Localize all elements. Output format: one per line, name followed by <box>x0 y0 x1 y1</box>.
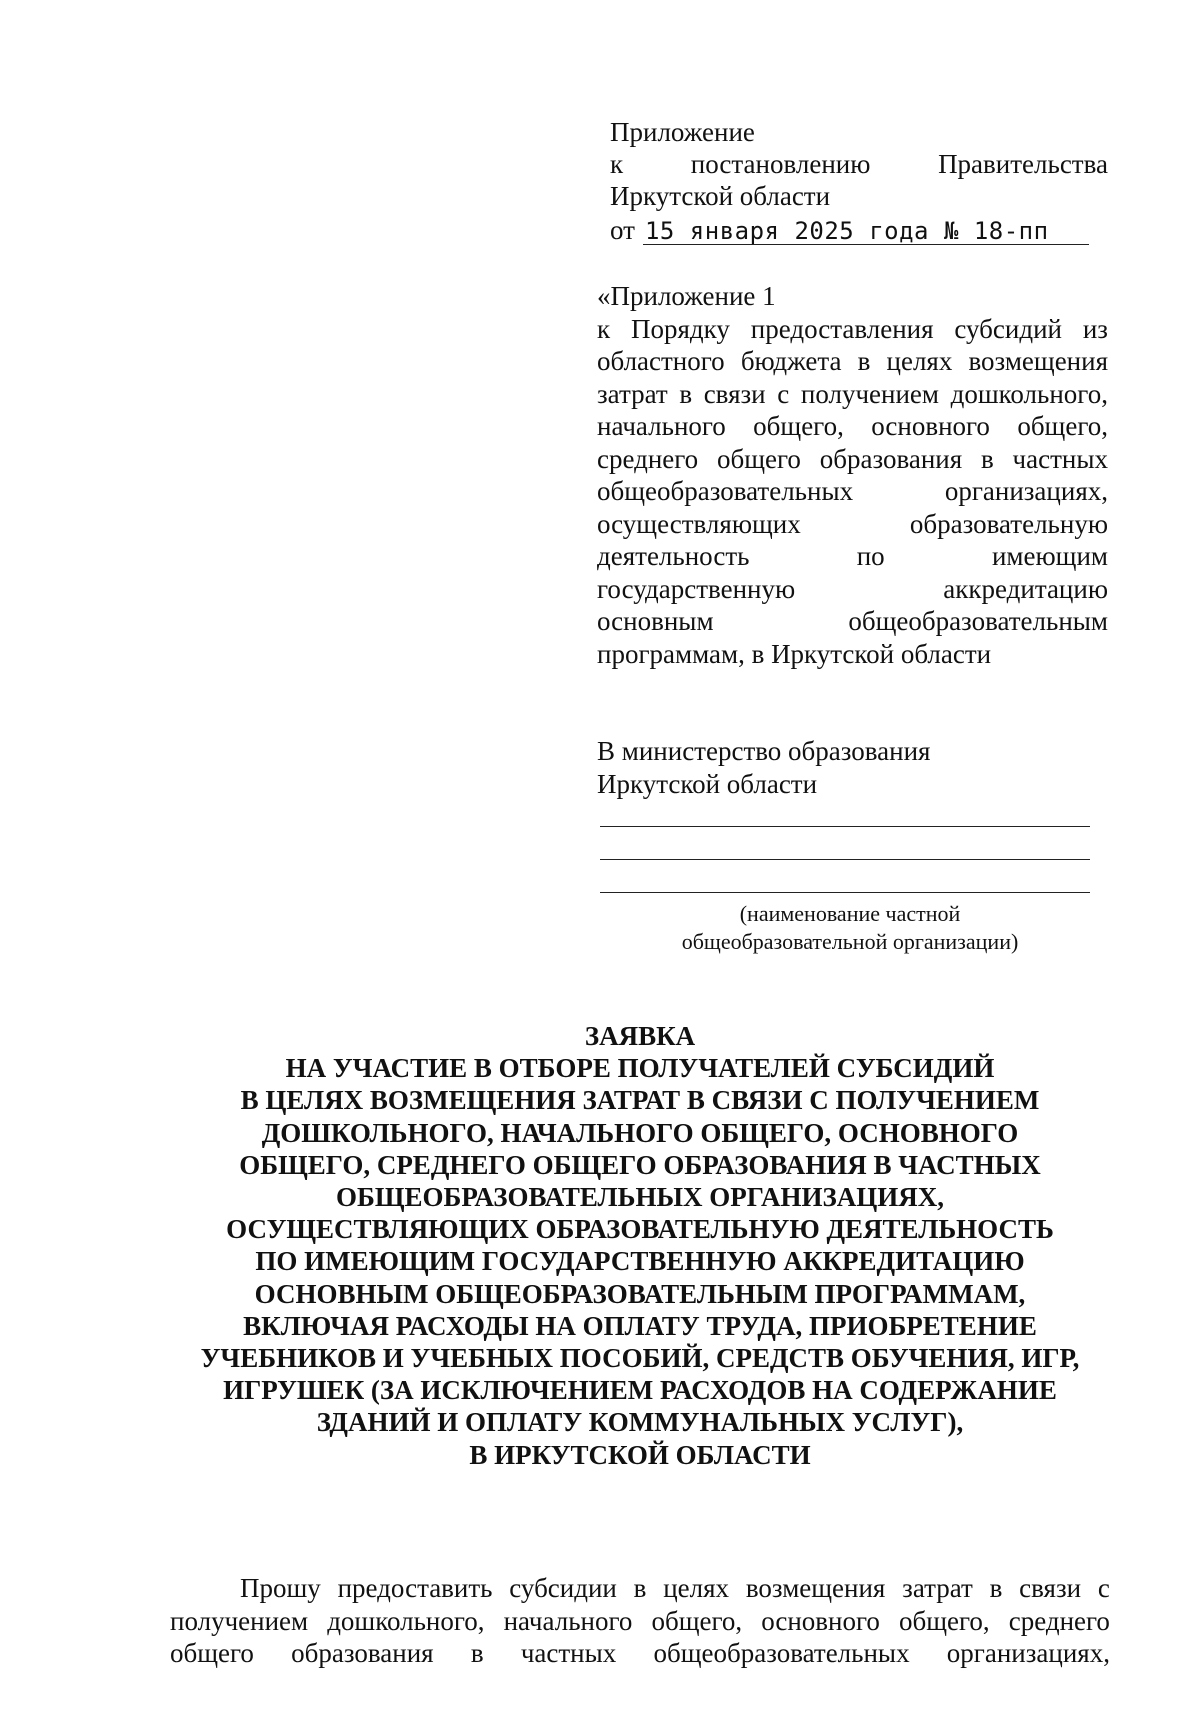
body-word: общего, <box>899 1605 990 1636</box>
appendix-word: бюджета <box>740 346 842 376</box>
body-word: затрат <box>902 1573 973 1603</box>
appendix-word: областного <box>597 346 725 376</box>
appendix-word: образовательную <box>909 508 1108 539</box>
appendix-line <box>597 540 1108 573</box>
title-line: ИГРУШЕК (ЗА ИСКЛЮЧЕНИЕМ РАСХОДОВ НА СОДЕРЖАНИЕ <box>223 1375 1057 1406</box>
appendix-line <box>597 573 1108 606</box>
header-region: Иркутской области <box>610 181 831 211</box>
title-heading: ЗАЯВКА <box>584 1021 696 1051</box>
title-line: В ЦЕЛЯХ ВОЗМЕЩЕНИЯ ЗАТРАТ В СВЯЗИ С ПОЛУЧЕНИЕМ <box>240 1085 1040 1116</box>
appendix-word: общего, <box>1017 411 1108 441</box>
appendix-word: к <box>597 313 611 344</box>
appendix-word: получением <box>800 378 939 409</box>
appendix-word: связи <box>703 378 766 409</box>
appendix-word: деятельность <box>597 541 750 571</box>
body-word: в <box>989 1573 1003 1603</box>
addressee <box>597 735 1097 800</box>
appendix-word: частных <box>1012 443 1108 474</box>
body-word: предоставить <box>337 1573 493 1603</box>
addressee-region: Иркутской области <box>597 768 818 799</box>
body-word: целях <box>663 1573 730 1603</box>
appendix-line <box>597 345 1108 378</box>
body-word: среднего <box>1008 1605 1110 1636</box>
body-word: общего, <box>651 1605 743 1636</box>
appendix-line <box>597 410 1108 443</box>
appendix-word: образования <box>819 443 963 474</box>
body-word: в <box>633 1573 647 1603</box>
body-line <box>170 1605 1110 1638</box>
appendix-line <box>597 508 1108 541</box>
appendix-word: Порядку <box>631 313 730 344</box>
appendix-title: «Приложение 1 <box>597 281 776 311</box>
body-word: частных <box>520 1638 617 1668</box>
body-word: образования <box>291 1638 434 1668</box>
resolution-header <box>610 116 1108 246</box>
appendix-word: общего, <box>753 411 844 441</box>
header-appendix-label: Приложение <box>610 117 755 147</box>
header-word: постановлению <box>690 149 871 179</box>
caption-line: (наименование частной <box>739 901 961 926</box>
body-word: организациях, <box>946 1638 1110 1668</box>
appendix-word: общего <box>717 443 801 474</box>
appendix-word: по <box>856 541 885 571</box>
title-line: ОСНОВНЫМ ОБЩЕОБРАЗОВАТЕЛЬНЫМ ПРОГРАММАМ, <box>254 1278 1026 1309</box>
header-resolution-line <box>610 148 1108 180</box>
appendix-word: предоставления <box>750 313 934 344</box>
appendix-word: начального <box>597 411 726 441</box>
appendix-word: в <box>980 443 994 474</box>
application-body <box>170 1572 1110 1670</box>
body-word: Прошу <box>240 1573 321 1603</box>
title-line: ПО ИМЕЮЩИМ ГОСУДАРСТВЕННУЮ АККРЕДИТАЦИЮ <box>255 1246 1025 1277</box>
appendix-line <box>597 378 1108 411</box>
appendix-word: организациях, <box>944 476 1108 506</box>
date-prefix: от <box>610 215 635 245</box>
appendix-word: возмещения <box>968 346 1108 376</box>
body-word: возмещения <box>745 1573 886 1603</box>
appendix-word: основным <box>597 606 714 636</box>
application-title <box>140 1020 1140 1471</box>
body-word: дошкольного, <box>327 1605 485 1636</box>
appendix-word: государственную <box>597 573 796 604</box>
appendix-word: затрат <box>597 378 668 409</box>
appendix-word: аккредитацию <box>943 573 1108 604</box>
body-word: начального <box>503 1605 633 1636</box>
body-word: связи <box>1019 1573 1082 1603</box>
resolution-date-number: 15 января 2025 года № 18-пп <box>643 218 1089 245</box>
appendix-word: общеобразовательным <box>848 606 1108 636</box>
header-word: к <box>610 149 624 179</box>
title-line: ДОШКОЛЬНОГО, НАЧАЛЬНОГО ОБЩЕГО, ОСНОВНОГО <box>261 1117 1019 1148</box>
appendix-reference <box>597 280 1108 670</box>
blank-line <box>600 826 1090 827</box>
appendix-word: дошкольного, <box>950 378 1108 409</box>
appendix-line <box>597 605 1108 638</box>
caption-line: общеобразовательной организации) <box>681 929 1019 954</box>
appendix-line <box>597 313 1108 346</box>
appendix-word: с <box>777 378 790 409</box>
title-line: УЧЕБНИКОВ И УЧЕБНЫХ ПОСОБИЙ, СРЕДСТВ ОБУЧЕНИЯ, ИГР, <box>200 1343 1080 1374</box>
blank-line <box>600 892 1090 893</box>
body-word: общеобразовательных <box>653 1638 910 1668</box>
appendix-word: общеобразовательных <box>597 476 854 506</box>
appendix-word: из <box>1082 313 1108 344</box>
body-word: в <box>470 1638 484 1668</box>
title-line: ВКЛЮЧАЯ РАСХОДЫ НА ОПЛАТУ ТРУДА, ПРИОБРЕТЕНИЕ <box>243 1310 1037 1341</box>
title-line: В ИРКУТСКОЙ ОБЛАСТИ <box>469 1439 811 1470</box>
appendix-word: имеющим <box>991 541 1108 571</box>
title-line: ЗДАНИЙ И ОПЛАТУ КОММУНАЛЬНЫХ УСЛУГ), <box>316 1407 964 1438</box>
title-line: НА УЧАСТИЕ В ОТБОРЕ ПОЛУЧАТЕЛЕЙ СУБСИДИЙ <box>285 1053 995 1084</box>
body-line <box>170 1572 1110 1605</box>
appendix-line <box>597 475 1108 508</box>
body-word: с <box>1097 1573 1110 1603</box>
header-date-line <box>610 214 1108 246</box>
appendix-word: среднего <box>597 443 699 474</box>
addressee-ministry: В министерство образования <box>597 736 931 766</box>
appendix-line <box>597 443 1108 476</box>
body-word: общего <box>170 1638 254 1668</box>
body-word: субсидии <box>509 1573 617 1603</box>
header-word: Правительства <box>938 149 1108 179</box>
appendix-word: в <box>679 378 693 409</box>
blank-line <box>600 859 1090 860</box>
appendix-last-line: программам, в Иркутской области <box>597 638 992 669</box>
appendix-word: осуществляющих <box>597 508 801 539</box>
appendix-word: в <box>857 346 871 376</box>
body-word: основного <box>761 1605 880 1636</box>
body-line <box>170 1637 1110 1670</box>
body-word: получением <box>170 1605 309 1636</box>
appendix-word: основного <box>871 411 990 441</box>
title-line: ОСУЩЕСТВЛЯЮЩИХ ОБРАЗОВАТЕЛЬНУЮ ДЕЯТЕЛЬНОСТЬ <box>226 1214 1054 1245</box>
organization-caption <box>640 900 1060 956</box>
title-line: ОБЩЕГО, СРЕДНЕГО ОБЩЕГО ОБРАЗОВАНИЯ В ЧАСТНЫХ <box>239 1149 1041 1180</box>
appendix-word: целях <box>886 346 953 376</box>
appendix-word: субсидий <box>954 313 1062 344</box>
title-line: ОБЩЕОБРАЗОВАТЕЛЬНЫХ ОРГАНИЗАЦИЯХ, <box>335 1182 945 1213</box>
